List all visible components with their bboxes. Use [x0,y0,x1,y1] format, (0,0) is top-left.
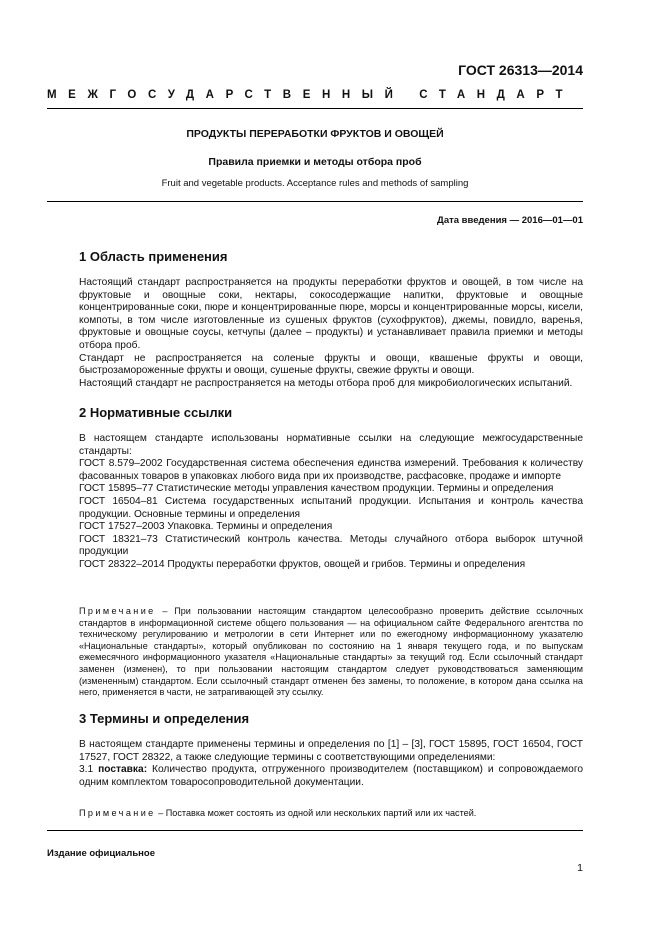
term-name: поставка: [98,764,148,776]
section-1-paragraph: Стандарт не распространяется на соленые фрукты и овощи, квашеные фрукты и овощи, быстрозамороженные фрукты и овощи, сушеные фрукты, свежие фрукты и овощи. [79,352,583,377]
interstate-standard-label: МЕЖГОСУДАРСТВЕННЫЙ СТАНДАРТ [47,89,575,101]
reference-item: ГОСТ 16504–81 Система государственных испытаний продукции. Испытания и контроль качества продукции. Основные термины и определения [79,495,583,520]
reference-item: ГОСТ 15895–77 Статистические методы управления качеством продукции. Термины и определения [79,483,554,495]
title-divider [47,201,583,202]
section-2-body [79,433,583,572]
reference-item: ГОСТ 8.579–2002 Государственная система обеспечения единства измерений. Требования к количеству фасованных товаров в упаковках любого вида при их производстве, расфасовке, продаже и импорте [79,458,583,482]
document-subtitle: Правила приемки и методы отбора проб [208,156,422,168]
official-edition-label: Издание официальное [47,848,155,859]
reference-item: ГОСТ 18321–73 Статистический контроль качества. Методы случайного отбора выборок штучной продукции [79,533,583,558]
section-3-body [79,739,583,789]
page-number: 1 [577,862,583,874]
introduction-date: Дата введения — 2016—01—01 [437,215,583,226]
terms-intro: В настоящем стандарте применены термины и определения по [1] – [3], ГОСТ 15895, ГОСТ 16504, ГОСТ 17527, ГОСТ 28322, а также следующие термины с соответствующими определениями: [79,739,583,763]
english-title: Fruit and vegetable products. Acceptance rules and methods of sampling [161,178,469,189]
reference-item: ГОСТ 17527–2003 Упаковка. Термины и определения [79,521,333,533]
header-divider [47,108,583,109]
document-code: ГОСТ 26313—2014 [458,62,583,78]
reference-item: ГОСТ 28322–2014 Продукты переработки фруктов, овощей и грибов. Термины и определения [79,558,526,570]
section-3-heading: 3 Термины и определения [79,711,250,726]
section-1-paragraph: Настоящий стандарт распространяется на продукты переработки фруктов и овощей, в том числе на фруктовые и овощные соки, нектары, сокосодержащие напитки, фруктовые и овощные концентрированные соки, пюре и концентрированные пюре, морсы и концентрированные морсы, кисели, компоты, в том числе изготовленные из сушеных фруктов (сухофруктов), джемы, повидло, варенья, фруктовые и овощные соусы, кетчупы (далее – продукты) и устанавливает правила приемки и методы отбора проб. [79,277,583,351]
note-text: – При пользовании настоящим стандартом целесообразно проверить действие ссылочных стандартов в информационной системе общего пользования — на официальном сайте Федерального агентства по техническому регулированию и метрологии в сети Интернет или по ежегодному информационному указателю «Национальные стандарты», который опубликован по состоянию на 1 января текущего года, и по выпускам ежемесячного информационного указателя «Национальные стандарты» за текущий год. Если ссылочный стандарт заменен (изменен), то при пользовании настоящим стандартом следует руководствоваться заменяющим (измененным) стандартом. Если ссылочный стандарт отменен без замены, то положение, в котором дана ссылка на него, применяется в части, не затрагивающей эту ссылку. [79,606,583,698]
term-entry [79,764,583,789]
note-text: – Поставка может состоять из одной или нескольких партий или их частей. [155,808,477,818]
section-1-heading: 1 Область применения [79,249,228,264]
section-2-heading: 2 Нормативные ссылки [79,405,233,420]
note-label: Примечание [79,606,156,616]
document-title: ПРОДУКТЫ ПЕРЕРАБОТКИ ФРУКТОВ И ОВОЩЕЙ [186,128,444,140]
section-2-note [79,606,583,699]
footer-divider [47,830,583,831]
references-intro: В настоящем стандарте использованы нормативные ссылки на следующие межгосударственные стандарты: [79,433,583,457]
note-label: Примечание [79,808,156,818]
term-number: 3.1 [79,764,94,776]
section-1-body [79,277,583,390]
section-1-paragraph: Настоящий стандарт не распространяется на методы отбора проб для микробиологических испытаний. [79,377,573,389]
section-3-note [79,808,583,820]
term-definition: Количество продукта, отгруженного производителем (поставщиком) и сопровождаемого одним комплектом товаросопроводительной документации. [79,764,583,788]
